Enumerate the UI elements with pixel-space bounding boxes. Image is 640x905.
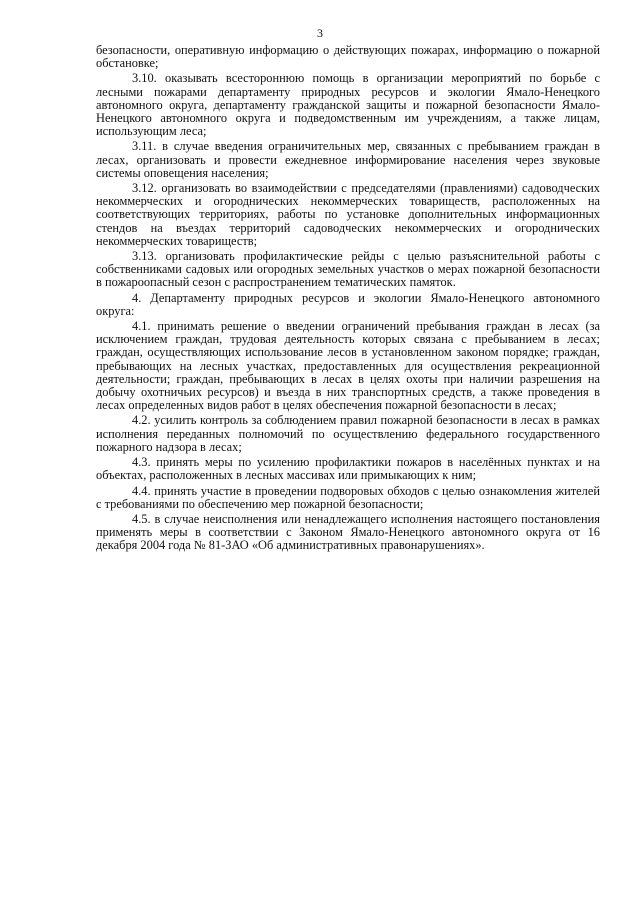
paragraph-4-5: 4.5. в случае неисполнения или ненадлежащего исполнения настоящего постановления применять меры в соответствии с Законом Ямало-Ненецкого автономного округа от 16 декабря 2004 года № 81-ЗАО «Об административных правонарушениях». <box>96 511 600 553</box>
paragraph-4-3: 4.3. принять меры по усилению профилактики пожаров в населённых пунктах и на объектах, расположенных в лесных массивах или примыкающих к ним; <box>96 455 600 483</box>
document-body <box>96 44 600 555</box>
paragraph-4: 4. Департаменту природных ресурсов и экологии Ямало-Ненецкого автономного округа: <box>96 290 600 318</box>
paragraph-3-13: 3.13. организовать профилактические рейды с целью разъяснительной работы с собственниками садовых или огородных земельных участков о мерах пожарной безопасности в пожароопасный сезон с распространением тематических памяток. <box>96 249 600 290</box>
paragraph-3-11: 3.11. в случае введения ограничительных мер, связанных с пребыванием граждан в лесах, организовать и провести ежедневное информирование населения через звуковые системы оповещения населения; <box>96 139 600 180</box>
paragraph-4-4: 4.4. принять участие в проведении подворовых обходов с целью ознакомления жителей с требованиями по обеспечению мер пожарной безопасности; <box>96 483 600 511</box>
paragraph-3-10: 3.10. оказывать всестороннюю помощь в организации мероприятий по борьбе с лесными пожарами департаменту природных ресурсов и экологии Ямало-Ненецкого автономного округа, департаменту гражданской защиты и пожарной безопасности Ямало-Ненецкого автономного округа и подведомственным им учреждениям, а также лицам, использующим леса; <box>96 71 600 139</box>
paragraph-continuation: безопасности, оперативную информацию о действующих пожарах, информацию о пожарной обстановке; <box>96 43 600 71</box>
page-number: 3 <box>317 26 323 40</box>
paragraph-4-1: 4.1. принимать решение о введении ограничений пребывания граждан в лесах (за исключением граждан, трудовая деятельность которых связана с пребыванием в лесах; граждан, осуществляющих использование лесов в установленном законом порядке; граждан, пребывающих на лесных участках, предоставленных для осуществления рекреационной деятельности; граждан, пребывающих в лесах в целях охоты при наличии разрешения на добычу охотничьих ресурсов) и въезда в них транспортных средств, а также проведения в лесах определенных видов работ в целях обеспечения пожарной безопасности в лесах; <box>96 319 600 413</box>
paragraph-3-12: 3.12. организовать во взаимодействии с председателями (правлениями) садоводческих некоммерческих и огороднических некоммерческих товариществ, расположенных на соответствующих территориях, работы по установке дополнительных информационных стендов на въездах территорий садоводческих некоммерческих и огороднических некоммерческих товариществ; <box>96 181 600 248</box>
paragraph-4-2: 4.2. усилить контроль за соблюдением правил пожарной безопасности в лесах в рамках исполнения переданных полномочий по осуществлению федерального государственного пожарного надзора в лесах; <box>96 413 600 454</box>
